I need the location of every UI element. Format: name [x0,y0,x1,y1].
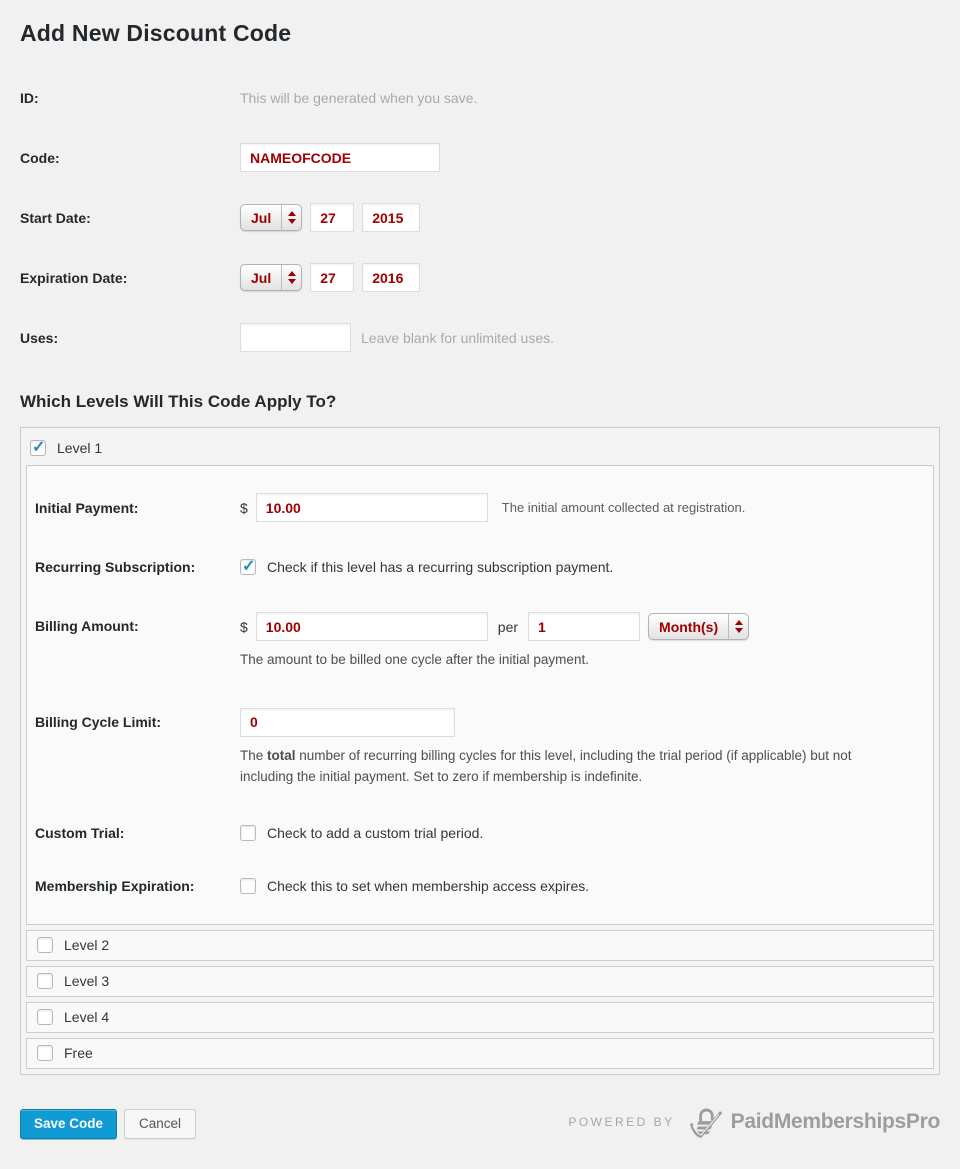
expiration-month-select[interactable] [240,264,302,291]
billing-cycle-number-input[interactable] [528,612,640,641]
level-row-level2[interactable] [26,930,934,961]
initial-payment-note: The initial amount collected at registration. [501,500,746,515]
billing-amount-row [35,612,919,671]
paid-memberships-pro-logo-icon [687,1105,725,1139]
membership-expiration-label: Membership Expiration: [35,877,195,894]
free-checkbox[interactable] [37,1045,53,1061]
code-row [20,143,940,172]
billing-period-value: Month(s) [659,618,719,635]
expiration-month-value: Jul [251,269,272,286]
level1-label: Level 1 [57,440,103,456]
id-row [20,83,940,112]
level1-checkbox[interactable] [30,440,46,456]
bottom-bar [20,1105,940,1139]
select-stepper-icon [281,205,301,230]
start-year-input[interactable] [362,203,420,232]
page-title: Add New Discount Code [20,20,292,46]
billing-amount-label: Billing Amount: [35,618,139,634]
start-day-input[interactable] [310,203,354,232]
billing-cycle-limit-row [35,708,919,788]
billing-cycle-limit-input[interactable] [240,708,455,737]
level1-panel [26,465,934,925]
recurring-row [35,559,919,575]
start-month-value: Jul [251,209,272,226]
uses-input[interactable] [240,323,351,352]
start-date-row [20,203,940,232]
code-input[interactable] [240,143,440,172]
select-stepper-icon [281,265,301,290]
uses-row [20,323,940,352]
save-code-button[interactable]: Save Code [20,1109,117,1139]
recurring-checkbox[interactable] [240,559,256,575]
per-label: per [497,618,519,635]
custom-trial-text: Check to add a custom trial period. [267,824,484,841]
powered-by-text: POWERED BY [568,1114,675,1129]
start-month-select[interactable] [240,204,302,231]
level1-header[interactable] [26,433,934,465]
expiration-year-input[interactable] [362,263,420,292]
level3-checkbox[interactable] [37,973,53,989]
level-row-level4[interactable] [26,1002,934,1033]
custom-trial-checkbox[interactable] [240,825,256,841]
expiration-date-label: Expiration Date: [20,269,128,286]
level4-checkbox[interactable] [37,1009,53,1025]
expiration-day-input[interactable] [310,263,354,292]
membership-expiration-text: Check this to set when membership access expires. [267,877,590,894]
select-stepper-icon [728,614,748,639]
id-label: ID: [20,89,39,106]
cancel-button[interactable]: Cancel [124,1109,196,1139]
start-date-group [240,203,420,232]
billing-amount-input[interactable] [256,612,488,641]
free-label: Free [64,1045,93,1062]
initial-payment-row [35,493,919,522]
levels-box [20,427,940,1075]
level4-label: Level 4 [64,1009,110,1026]
level-row-level3[interactable] [26,966,934,997]
level2-checkbox[interactable] [37,937,53,953]
billing-cycle-limit-note: The total number of recurring billing cycles for this level, including the trial period (if applicable) but not including the initial payment. Set to zero if membership is indefinite. [240,747,852,784]
billing-cycle-limit-label: Billing Cycle Limit: [35,713,162,730]
membership-expiration-checkbox[interactable] [240,878,256,894]
recurring-label: Recurring Subscription: [35,559,196,575]
uses-note: Leave blank for unlimited uses. [361,329,554,346]
uses-label: Uses: [20,329,59,346]
levels-heading: Which Levels Will This Code Apply To? [20,392,337,411]
initial-payment-input[interactable] [256,493,488,522]
code-label: Code: [20,149,60,166]
start-date-label: Start Date: [20,209,91,226]
powered-by-badge [568,1105,940,1139]
billing-amount-note: The amount to be billed one cycle after the initial payment. [240,652,589,667]
id-note: This will be generated when you save. [240,89,478,106]
recurring-text: Check if this level has a recurring subscription payment. [267,559,614,575]
currency-symbol: $ [240,499,248,516]
expiration-date-row [20,263,940,292]
level3-label: Level 3 [64,973,110,990]
brand-name: PaidMembershipsPro [730,1109,940,1133]
membership-expiration-row [35,878,919,894]
initial-payment-label: Initial Payment: [35,499,139,516]
level-row-free[interactable] [26,1038,934,1069]
custom-trial-row [35,825,919,841]
billing-period-select[interactable] [648,613,749,640]
level2-label: Level 2 [64,937,110,954]
expiration-date-group [240,263,420,292]
custom-trial-label: Custom Trial: [35,824,125,841]
currency-symbol: $ [240,618,248,635]
